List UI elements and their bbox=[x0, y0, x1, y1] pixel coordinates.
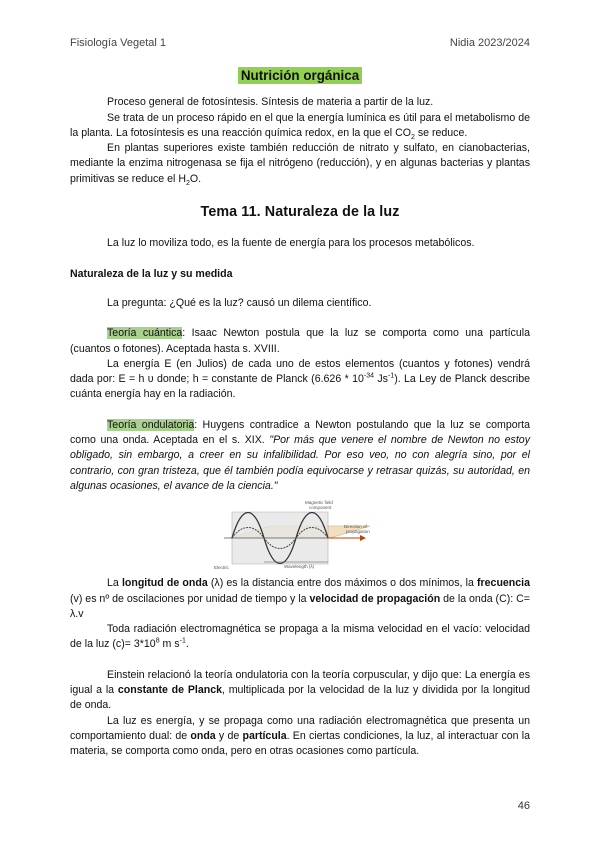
page-number: 46 bbox=[517, 800, 530, 812]
electric-label: Electric bbox=[214, 565, 229, 571]
magnetic-label: Magnetic field bbox=[305, 500, 333, 506]
dual-nature-paragraph: La luz es energía, y se propaga como una radiación electromagnética que presenta un comportamiento dual: de onda y de partícula. En ciertas condiciones, la luz, al interactuar con la materia, se comporta como onda, pero en otras ocasiones como partícula. bbox=[70, 714, 530, 758]
direction-arrowhead bbox=[360, 535, 366, 541]
quantum-theory-paragraph: Teoría cuántica: Isaac Newton postula que la luz se comporta como una partícula (cuantos o fotones). Aceptada hasta s. XVIII. bbox=[70, 327, 530, 355]
page-title: Nutrición orgánica bbox=[70, 68, 530, 85]
quantum-theory-term: Teoría cuántica bbox=[107, 327, 183, 340]
planck-energy-paragraph: La energía E (en Julios) de cada uno de estos elementos (cuantos y fotones) vendrá dada por: E = h υ donde; h = constante de Planck ($6.626 * 10^{-34}$ $Js^{-1}$). La Ley de Planck describe cuánta energía hay en la radiación. bbox=[70, 357, 530, 401]
wavelength-paragraph: La longitud de onda (λ) es la distancia entre dos máximos o dos mínimos, la frecuencia (v) es nº de oscilaciones por unidad de tiempo y la velocidad de propagación de la onda (C): C= λ.v bbox=[70, 577, 531, 620]
chapter-heading: Tema 11. Naturaleza de la luz bbox=[200, 204, 400, 221]
section-heading: Naturaleza de la luz y su medida bbox=[70, 267, 233, 280]
light-speed-paragraph: Toda radiación electromagnética se propaga a la misma velocidad en el vacío: velocidad de la luz $(c)= 3*10^8$ m $s^{-1}$. bbox=[70, 623, 530, 651]
header-course-title: Fisiología Vegetal 1 bbox=[70, 37, 167, 49]
chapter-intro: La luz lo moviliza todo, es la fuente de energía para los procesos metabólicos. bbox=[107, 237, 475, 250]
intro-paragraph-3: En plantas superiores existe también reducción de nitrato y sulfato, en cianobacterias, mediante la enzima nitrogenasa se fija el nitrógeno (reducción), y en algunas bacterias y plantas primitivas se reduce el $H_2O$. bbox=[70, 142, 530, 187]
wave-theory-term: Teoría ondulatoria bbox=[107, 418, 195, 431]
electromagnetic-wave-diagram bbox=[210, 498, 390, 570]
einstein-paragraph: Einstein relacionó la teoría ondulatoria con la teoría corpuscular, y dijo que: La energía es igual a la constante de Planck, multiplicada por la velocidad de la luz y dividida por la longitud de onda. bbox=[70, 668, 530, 712]
wave-theory-paragraph: Teoría ondulatoria: Huygens contradice a Newton postulando que la luz se comporta como una onda. Aceptada en el s. XIX. "Por más que venere el nombre de Newton no estoy obligado, sin embargo, a creer en su infalibilidad. Por eso veo, no con alegría sino, por el contrario, con gran tristeza, que él también podía equivocarse y retrasar quizás, su autoridad, en algunas ocasiones, el avance de la ciencia." bbox=[70, 418, 530, 492]
page-content bbox=[70, 68, 530, 760]
magnetic-label-2: component bbox=[309, 505, 332, 511]
direction-label-2: propagation bbox=[346, 529, 370, 535]
intro-paragraph-2: Se trata de un proceso rápido en el que la energía lumínica es útil para el metabolismo de la planta. La fotosíntesis es una reacción química redox, en la que el $CO_2$ se reduce. bbox=[70, 111, 530, 141]
question-paragraph: La pregunta: ¿Qué es la luz? causó un dilema científico. bbox=[107, 296, 372, 309]
direction-label: Direction of bbox=[344, 524, 367, 530]
electromagnetic-wave-figure bbox=[70, 498, 530, 570]
wavelength-label: Wavelength (λ) bbox=[284, 564, 315, 570]
huygens-quote: "Por más que venere el nombre de Newton no estoy obligado, sin embargo, a creer en su infalibilidad. Por eso veo, no con alegría sino, por el contrario, con gran tristeza, que él también podía equivocarse y retrasar quizás, su autoridad, en algunas ocasiones, el avance de la ciencia." bbox=[70, 434, 530, 492]
header-author-year: Nidia 2023/2024 bbox=[449, 37, 530, 49]
intro-paragraph-1: Proceso general de fotosíntesis. Síntesis de materia a partir de la luz. bbox=[107, 96, 434, 109]
